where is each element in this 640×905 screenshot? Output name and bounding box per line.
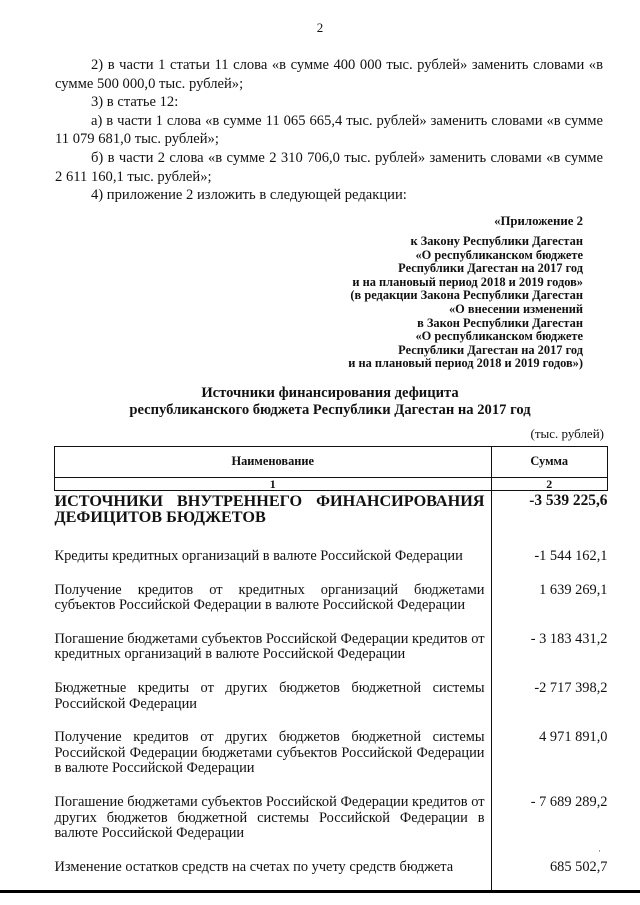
amendment-paragraph: 4) приложение 2 изложить в следующей редакции: (91, 187, 407, 204)
row-amount: -2 717 398,2 (491, 681, 608, 730)
financing-sources-table (54, 446, 608, 893)
appendix-header-line: «О республиканском бюджете (415, 329, 583, 344)
scan-speck: · (598, 846, 601, 856)
table-row (55, 681, 608, 730)
row-name: Изменение остатков средств на счетах по учету средств бюджета (54, 858, 454, 875)
appendix-header-line: «О республиканском бюджете (415, 247, 583, 262)
row-amount: 4 971 891,0 (491, 730, 608, 795)
appendix-header-line: «О внесении изменений (448, 301, 583, 316)
row-amount: - 3 183 431,2 (491, 632, 608, 681)
appendix-header-line: (в редакции Закона Республики Дагестан (350, 288, 583, 303)
appendix-header-line: Республики Дагестан на 2017 год (398, 261, 583, 276)
row-name: ИСТОЧНИКИ ВНУТРЕННЕГО ФИНАНСИРОВАНИЯ ДЕФИЦИТОВ БЮДЖЕТОВ (54, 492, 485, 526)
table-row (55, 583, 608, 632)
table-row (55, 547, 608, 583)
column-header-amount: Сумма (491, 447, 608, 478)
document-title-line: республиканского бюджета Республики Дагестан на 2017 год (129, 402, 531, 418)
row-amount: 1 639 269,1 (491, 583, 608, 632)
column-header-name: Наименование (55, 447, 492, 478)
page-number: 2 (316, 20, 324, 35)
appendix-header-line: к Закону Республики Дагестан (410, 234, 583, 248)
appendix-header-line: и на плановый период 2018 и 2019 годов») (348, 356, 583, 371)
amendment-paragraph: а) в части 1 слова «в сумме 11 065 665,4 тыс. рублей» заменить словами «в сумме 11 079 681,0 тыс. рублей»; (55, 112, 603, 148)
row-amount: -1 544 162,1 (491, 547, 608, 583)
document-title (55, 385, 605, 419)
row-name: Бюджетные кредиты от других бюджетов бюджетной системы Российской Федерации (54, 679, 485, 712)
scan-bottom-edge (0, 890, 640, 893)
column-number: 2 (491, 478, 608, 491)
row-amount: - 7 689 289,2 (491, 795, 608, 860)
appendix-header-line: в Закон Республики Дагестан (417, 315, 583, 330)
table-row (55, 632, 608, 681)
appendix-label: «Приложение 2 (494, 214, 583, 228)
row-name: Погашение бюджетами субъектов Российской Федерации кредитов от кредитных организаций в валюте Российской Федерации (54, 630, 485, 663)
amendments-text (55, 56, 603, 205)
row-name: Получение кредитов от кредитных организаций бюджетами субъектов Российской Федерации в валюте Российской Федерации (54, 581, 485, 614)
amendment-paragraph: 2) в части 1 статьи 11 слова «в сумме 400 000 тыс. рублей» заменить словами «в сумме 500 000,0 тыс. рублей»; (55, 57, 603, 92)
column-number: 1 (55, 478, 492, 491)
row-amount: -3 539 225,6 (491, 491, 608, 548)
table-row (55, 491, 608, 548)
table-row (55, 795, 608, 860)
row-name: Кредиты кредитных организаций в валюте Российской Федерации (54, 548, 463, 564)
units-label: (тыс. рублей) (530, 426, 604, 441)
table-row (55, 730, 608, 795)
appendix-header-line: Республики Дагестан на 2017 год (398, 342, 583, 357)
amendment-paragraph: 3) в статье 12: (91, 94, 179, 111)
row-name: Погашение бюджетами субъектов Российской Федерации кредитов от других бюджетов бюджетной системы Российской Федерации в валюте Российской Федерации (54, 793, 485, 842)
amendment-paragraph: б) в части 2 слова «в сумме 2 310 706,0 тыс. рублей» заменить словами «в сумме 2 611 160,1 тыс. рублей»; (55, 149, 603, 185)
row-name: Получение кредитов от других бюджетов бюджетной системы Российской Федерации бюджетами субъектов Российской Федерации в валюте Российской Федерации (54, 729, 485, 777)
appendix-header (250, 235, 583, 371)
table-header-row (55, 447, 608, 478)
table-row (55, 860, 608, 894)
row-amount: 685 502,7 (491, 860, 608, 894)
document-title-line: Источники финансирования дефицита (201, 385, 459, 401)
appendix-header-line: и на плановый период 2018 и 2019 годов» (352, 274, 583, 289)
column-number-row (55, 478, 608, 491)
